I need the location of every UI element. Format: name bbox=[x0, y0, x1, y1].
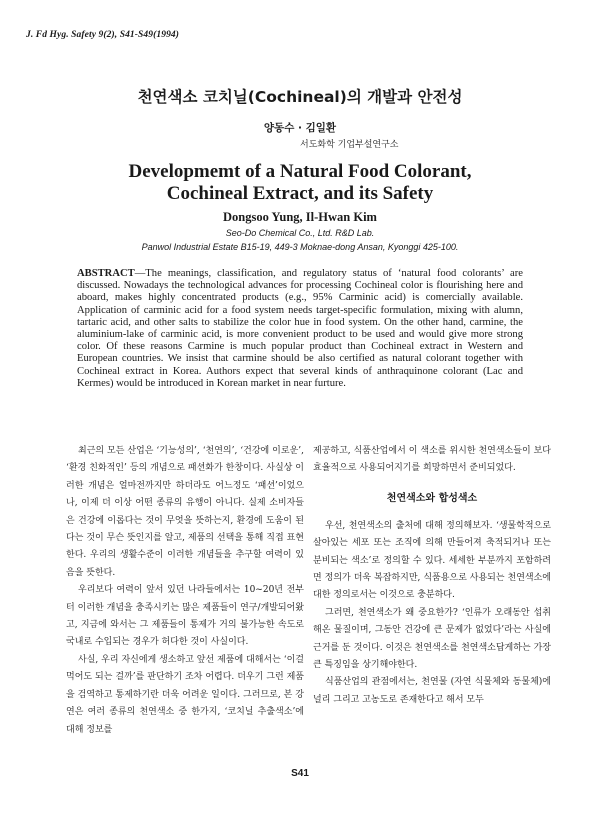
right-paragraph-3: 식품산업의 관점에서는, 천연물 (자연 식물체와 동물체)에 널리 그리고 고농도로 존재한다고 해서 모두 bbox=[313, 677, 551, 705]
left-paragraph-3: 사실, 우리 자신에게 생소하고 앞선 제품에 대해서는 ‘이걸 먹어도 되는 걸까’를 판단하기 조차 어렵다. 더우기 그런 제품을 검역하고 통제하기란 더욱 어려운 일이다. 그러므로, 본 강연은 여러 종류의 천연색소 중 한가지, ‘코치닐 추출색소’에 대해 정보를 bbox=[66, 654, 304, 735]
right-column bbox=[313, 443, 551, 709]
left-paragraph-2: 우리보다 여력이 앞서 있던 나라들에서는 10~20년 전부터 이러한 개념을 충족시키는 많은 제품들이 연구/개발되어왔고, 지금에 와서는 그 제품들이 통제가 거의 불가능한 속도로 국내로 수입되는 경우가 허다한 것이 사실이다. bbox=[66, 585, 304, 648]
english-authors: Dongsoo Yung, Il-Hwan Kim bbox=[223, 210, 377, 224]
korean-title: 천연색소 코치닐(Cochineal)의 개발과 안전성 bbox=[137, 88, 463, 106]
left-column bbox=[66, 443, 304, 739]
korean-affiliation: 서도화학 기업부설연구소 bbox=[300, 140, 399, 150]
english-title-line-2: Cochineal Extract, and its Safety bbox=[166, 183, 434, 204]
abstract-label: ABSTRACT bbox=[77, 268, 135, 279]
english-affiliation-address: Panwol Industrial Estate B15-19, 449-3 Moknae-dong Ansan, Kyonggi 425-100. bbox=[141, 242, 459, 252]
english-title-line-1: Developmemt of a Natural Food Colorant, bbox=[128, 161, 472, 182]
english-title bbox=[0, 161, 600, 205]
right-paragraph-continued: 제공하고, 식품산업에서 이 색소를 위시한 천연색소들이 보다 효율적으로 사용되어지기를 희망하면서 준비되었다. bbox=[313, 446, 551, 474]
right-paragraph-2: 그러면, 천연색소가 왜 중요한가? ‘인류가 오래동안 섭취해온 물질이며, 그동안 건강에 큰 문제가 없었다’라는 사실에 근거를 둔 것이다. 이것은 천연색소를 천연색소답게하는 가장 큰 특징임을 상기해야한다. bbox=[313, 607, 551, 671]
abstract bbox=[77, 268, 523, 390]
right-paragraph-1: 우선, 천연색소의 출처에 대해 정의해보자. ‘생물학적으로 살아있는 세포 또는 조직에 의해 만들어져 축적되거나 또는 분비되는 색소’로 정의할 수 있다. 세세한 부분까지 포함하려면 정의가 더욱 복잡하지만, 식품용으로 사용되는 천연색소에 대한 정의로서는 이것으로 충분하다. bbox=[313, 520, 551, 601]
english-affiliation-lab: Seo-Do Chemical Co., Ltd. R&D Lab. bbox=[225, 228, 375, 238]
korean-authors: 양동수 · 김일환 bbox=[263, 122, 337, 134]
abstract-text: —The meanings, classification, and regulatory status of ‘natural food colorants’ are discussed. Nowadays the technological advances for processing Cochineal color is flourishing here and aboard, makes highly concentrated products (e.g., 95% Carminic acid) is comercially available. Application of carminic acid for a food system needs target-specific formulation, mixing with alumn, tartaric acid, and other salts to stabilize the color hue in food system. On the other hand, carmine, the aluminium-lake of carminic acid, is more convenient product to be used and would give more strong color. Of these reasons Carmine is much popular product than Cochineal extract in Western and European countries. We insist that carmine should be also certified as natural colorant together with Cochineal extract in Korea. Authors expect that several kinds of anthraquinone colorant (Lac and Kermes) would be introduced in Korean market in near furture. bbox=[77, 268, 523, 389]
left-paragraph-1: 최근의 모든 산업은 ‘기능성의’, ‘천연의’, ‘건강에 이로운’, ‘환경 친화적인’ 등의 개념으로 패션화가 한창이다. 사실상 이러한 개념은 얼마전까지만 하더라도 어느정도 ‘패션’이었으나, 이제 더 이상 어떤 종류의 유행이 아니다. 실제 소비자들은 건강에 이롭다는 것이 무엇을 뜻하는지, 환경에 도움이 된다는 것이 무슨 뜻인지를 알고, 제품의 선택을 통해 직접 표현한다. 우리의 생활수준이 이러한 개념들을 추구할 여력이 있음을 뜻한다. bbox=[66, 446, 304, 578]
page-number: S41 bbox=[291, 768, 309, 779]
journal-reference: J. Fd Hyg. Safety 9(2), S41-S49(1994) bbox=[26, 30, 180, 40]
section-heading: 천연색소와 합성색소 bbox=[386, 492, 478, 504]
